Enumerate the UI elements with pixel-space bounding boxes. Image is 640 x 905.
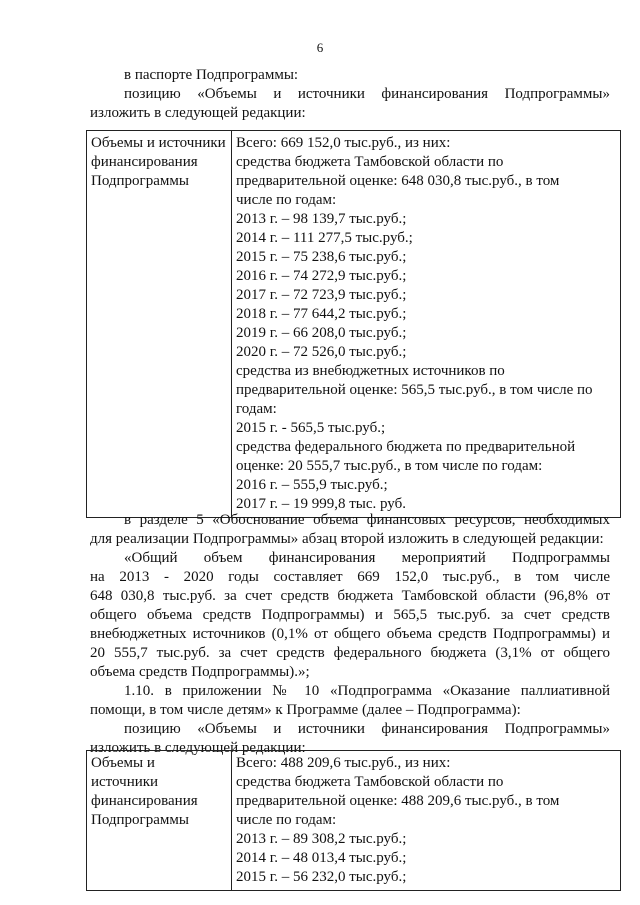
funding-line: 2014 г. – 111 277,5 тыс.руб.; — [236, 230, 413, 246]
item110-line-2: помощи, в том числе детям» к Программе (далее – Подпрограмма): — [90, 702, 521, 718]
section5-block — [90, 511, 610, 758]
funding-line: 2016 г. – 74 272,9 тыс.руб.; — [236, 268, 407, 284]
funding-table-2-content — [232, 751, 621, 891]
funding-line: средства бюджета Тамбовской области по — [236, 774, 504, 790]
funding-line: 2016 г. – 555,9 тыс.руб.; — [236, 477, 388, 493]
funding-line: 2019 г. – 66 208,0 тыс.руб.; — [236, 325, 407, 341]
quote-line-2: на 2013 - 2020 годы составляет 669 152,0 тыс.руб., в том числе — [90, 569, 610, 585]
funding-line: 2017 г. – 19 999,8 тыс. руб. — [236, 496, 406, 512]
funding-line: годам: — [236, 401, 277, 417]
funding-line: числе по годам: — [236, 812, 337, 828]
funding-table-2-label: Объемы и источники финансирования Подпрограммы — [87, 751, 232, 891]
funding-line: предварительной оценке: 648 030,8 тыс.руб., в том — [236, 173, 560, 189]
item110-line-4: изложить в следующей редакции: — [90, 740, 306, 756]
funding-line: средства федерального бюджета по предварительной — [236, 439, 576, 455]
funding-line: 2015 г. – 75 238,6 тыс.руб.; — [236, 249, 407, 265]
intro-line-2: позицию «Объемы и источники финансирования Подпрограммы» — [124, 86, 610, 102]
quote-line-3: 648 030,8 тыс.руб. за счет средств бюджета Тамбовской области (96,8% от — [90, 588, 610, 604]
funding-line: 2018 г. – 77 644,2 тыс.руб.; — [236, 306, 407, 322]
funding-line: предварительной оценке: 488 209,6 тыс.руб., в том — [236, 793, 560, 809]
quote-line-5: внебюджетных источников (0,1% от общего объема средств Подпрограммы) и — [90, 626, 610, 642]
funding-line: Всего: 669 152,0 тыс.руб., из них: — [236, 135, 451, 151]
quote-line-1: «Общий объем финансирования мероприятий Подпрограммы — [124, 550, 610, 566]
funding-line: 2020 г. – 72 526,0 тыс.руб.; — [236, 344, 407, 360]
funding-line: 2015 г. – 56 232,0 тыс.руб.; — [236, 869, 407, 885]
funding-line: средства бюджета Тамбовской области по — [236, 154, 504, 170]
quote-line-7: объема средств Подпрограммы).»; — [90, 664, 310, 680]
funding-line: 2017 г. – 72 723,9 тыс.руб.; — [236, 287, 407, 303]
quote-line-4: общего объема средств Подпрограммы) и 565,5 тыс.руб. за счет средств — [90, 607, 610, 623]
funding-line: 2013 г. – 89 308,2 тыс.руб.; — [236, 831, 407, 847]
funding-table-1-label: Объемы и источники финансирования Подпрограммы — [87, 131, 232, 518]
funding-line: средства из внебюджетных источников по — [236, 363, 505, 379]
funding-line: оценке: 20 555,7 тыс.руб., в том числе по годам: — [236, 458, 543, 474]
funding-line: числе по годам: — [236, 192, 337, 208]
funding-table-1-content — [232, 131, 621, 518]
item110-line-3: позицию «Объемы и источники финансирования Подпрограммы» — [124, 721, 610, 737]
intro-line-1: в паспорте Подпрограммы: — [124, 67, 299, 83]
funding-line: Всего: 488 209,6 тыс.руб., из них: — [236, 755, 451, 771]
funding-line: 2013 г. – 98 139,7 тыс.руб.; — [236, 211, 407, 227]
funding-line: предварительной оценке: 565,5 тыс.руб., в том числе по — [236, 382, 593, 398]
funding-line: 2014 г. – 48 013,4 тыс.руб.; — [236, 850, 407, 866]
section5-line-2: для реализации Подпрограммы» абзац второй изложить в следующей редакции: — [90, 531, 604, 547]
item110-line-1: 1.10. в приложении № 10 «Подпрограмма «Оказание паллиативной — [124, 683, 610, 699]
funding-table-2 — [86, 750, 621, 891]
intro-line-3: изложить в следующей редакции: — [90, 105, 306, 121]
page-number: 6 — [316, 40, 324, 55]
intro-block — [90, 66, 610, 123]
funding-table-1 — [86, 130, 621, 518]
funding-line: 2015 г. - 565,5 тыс.руб.; — [236, 420, 386, 436]
quote-line-6: 20 555,7 тыс.руб. за счет средств федерального бюджета (3,1% от общего — [90, 645, 610, 661]
section5-line-1: в разделе 5 «Обоснование объема финансовых ресурсов, необходимых — [124, 512, 610, 528]
